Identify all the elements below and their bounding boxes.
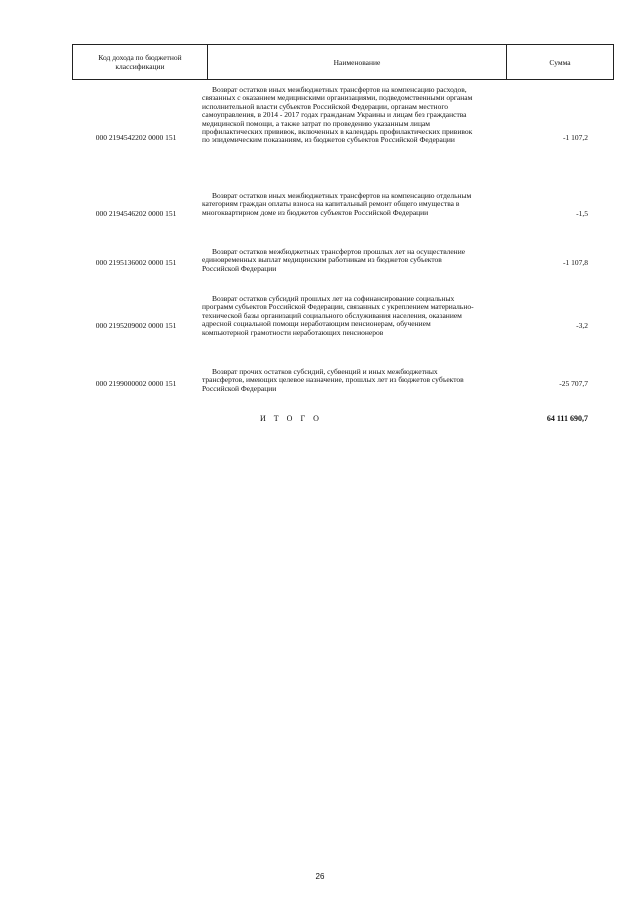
row-sum: -1,5 [576,209,588,218]
row-code: 000 2194546202 0000 151 [95,209,177,218]
row-code: 000 2199000002 0000 151 [95,379,177,388]
header-code: Код дохода по бюджетной классификации [73,45,208,80]
row-code: 000 2194542202 0000 151 [95,133,177,142]
total-label: И Т О Г О [260,414,322,423]
row-name: Возврат остатков субсидий прошлых лет на софинансирование социальных программ субъектов Российской Федерации, связанных с укреплением материально-технической базы организаций социального обслуживания населения, оказанием адресной социальной помощи неработающим пенсионерам, обучением компьютерной грамотности неработающих пенсионеров [202,294,474,337]
table-row [72,192,592,232]
table-row [72,368,592,398]
row-sum: -3,2 [576,321,588,330]
row-name: Возврат остатков иных межбюджетных трансфертов на компенсацию расходов, связанных с оказанием медицинскими организациями, подведомственными органам исполнительной власти субъектов Российской Федерации, органам местного самоуправления, в 2014 - 2017 годах гражданам Украины и лицам без гражданства медицинской помощи, а также затрат по проведению указанным лицам профилактических прививок, включенных в календарь профилактических прививок по эпидемическим показаниям, из бюджетов субъектов Российской Федерации [202,85,473,145]
row-name: Возврат остатков иных межбюджетных трансфертов на компенсацию отдельным категориям граждан оплаты взноса на капитальный ремонт общего имущества в многоквартирном доме из бюджетов субъектов Российской Федерации [202,191,472,217]
row-name: Возврат прочих остатков субсидий, субвенций и иных межбюджетных трансфертов, имеющих целевое назначение, прошлых лет из бюджетов субъектов Российской Федерации [202,367,464,393]
header-name: Наименование [208,45,507,80]
total-value: 64 111 690,7 [546,414,588,423]
row-sum: -1 107,2 [563,133,588,142]
row-sum: -1 107,8 [563,258,588,267]
header-sum: Сумма [507,45,614,80]
row-name: Возврат остатков межбюджетных трансфертов прошлых лет на осуществление единовременных выплат медицинским работникам из бюджетов субъектов Российской Федерации [202,247,466,273]
row-code: 000 2195136002 0000 151 [95,258,177,267]
row-code: 000 2195209002 0000 151 [95,321,177,330]
total-row [72,414,592,426]
table-row [72,86,592,182]
page-number: 26 [315,872,325,881]
table-row [72,248,592,278]
row-sum: -25 707,7 [559,379,588,388]
table-row [72,295,592,357]
table-header [72,44,614,80]
